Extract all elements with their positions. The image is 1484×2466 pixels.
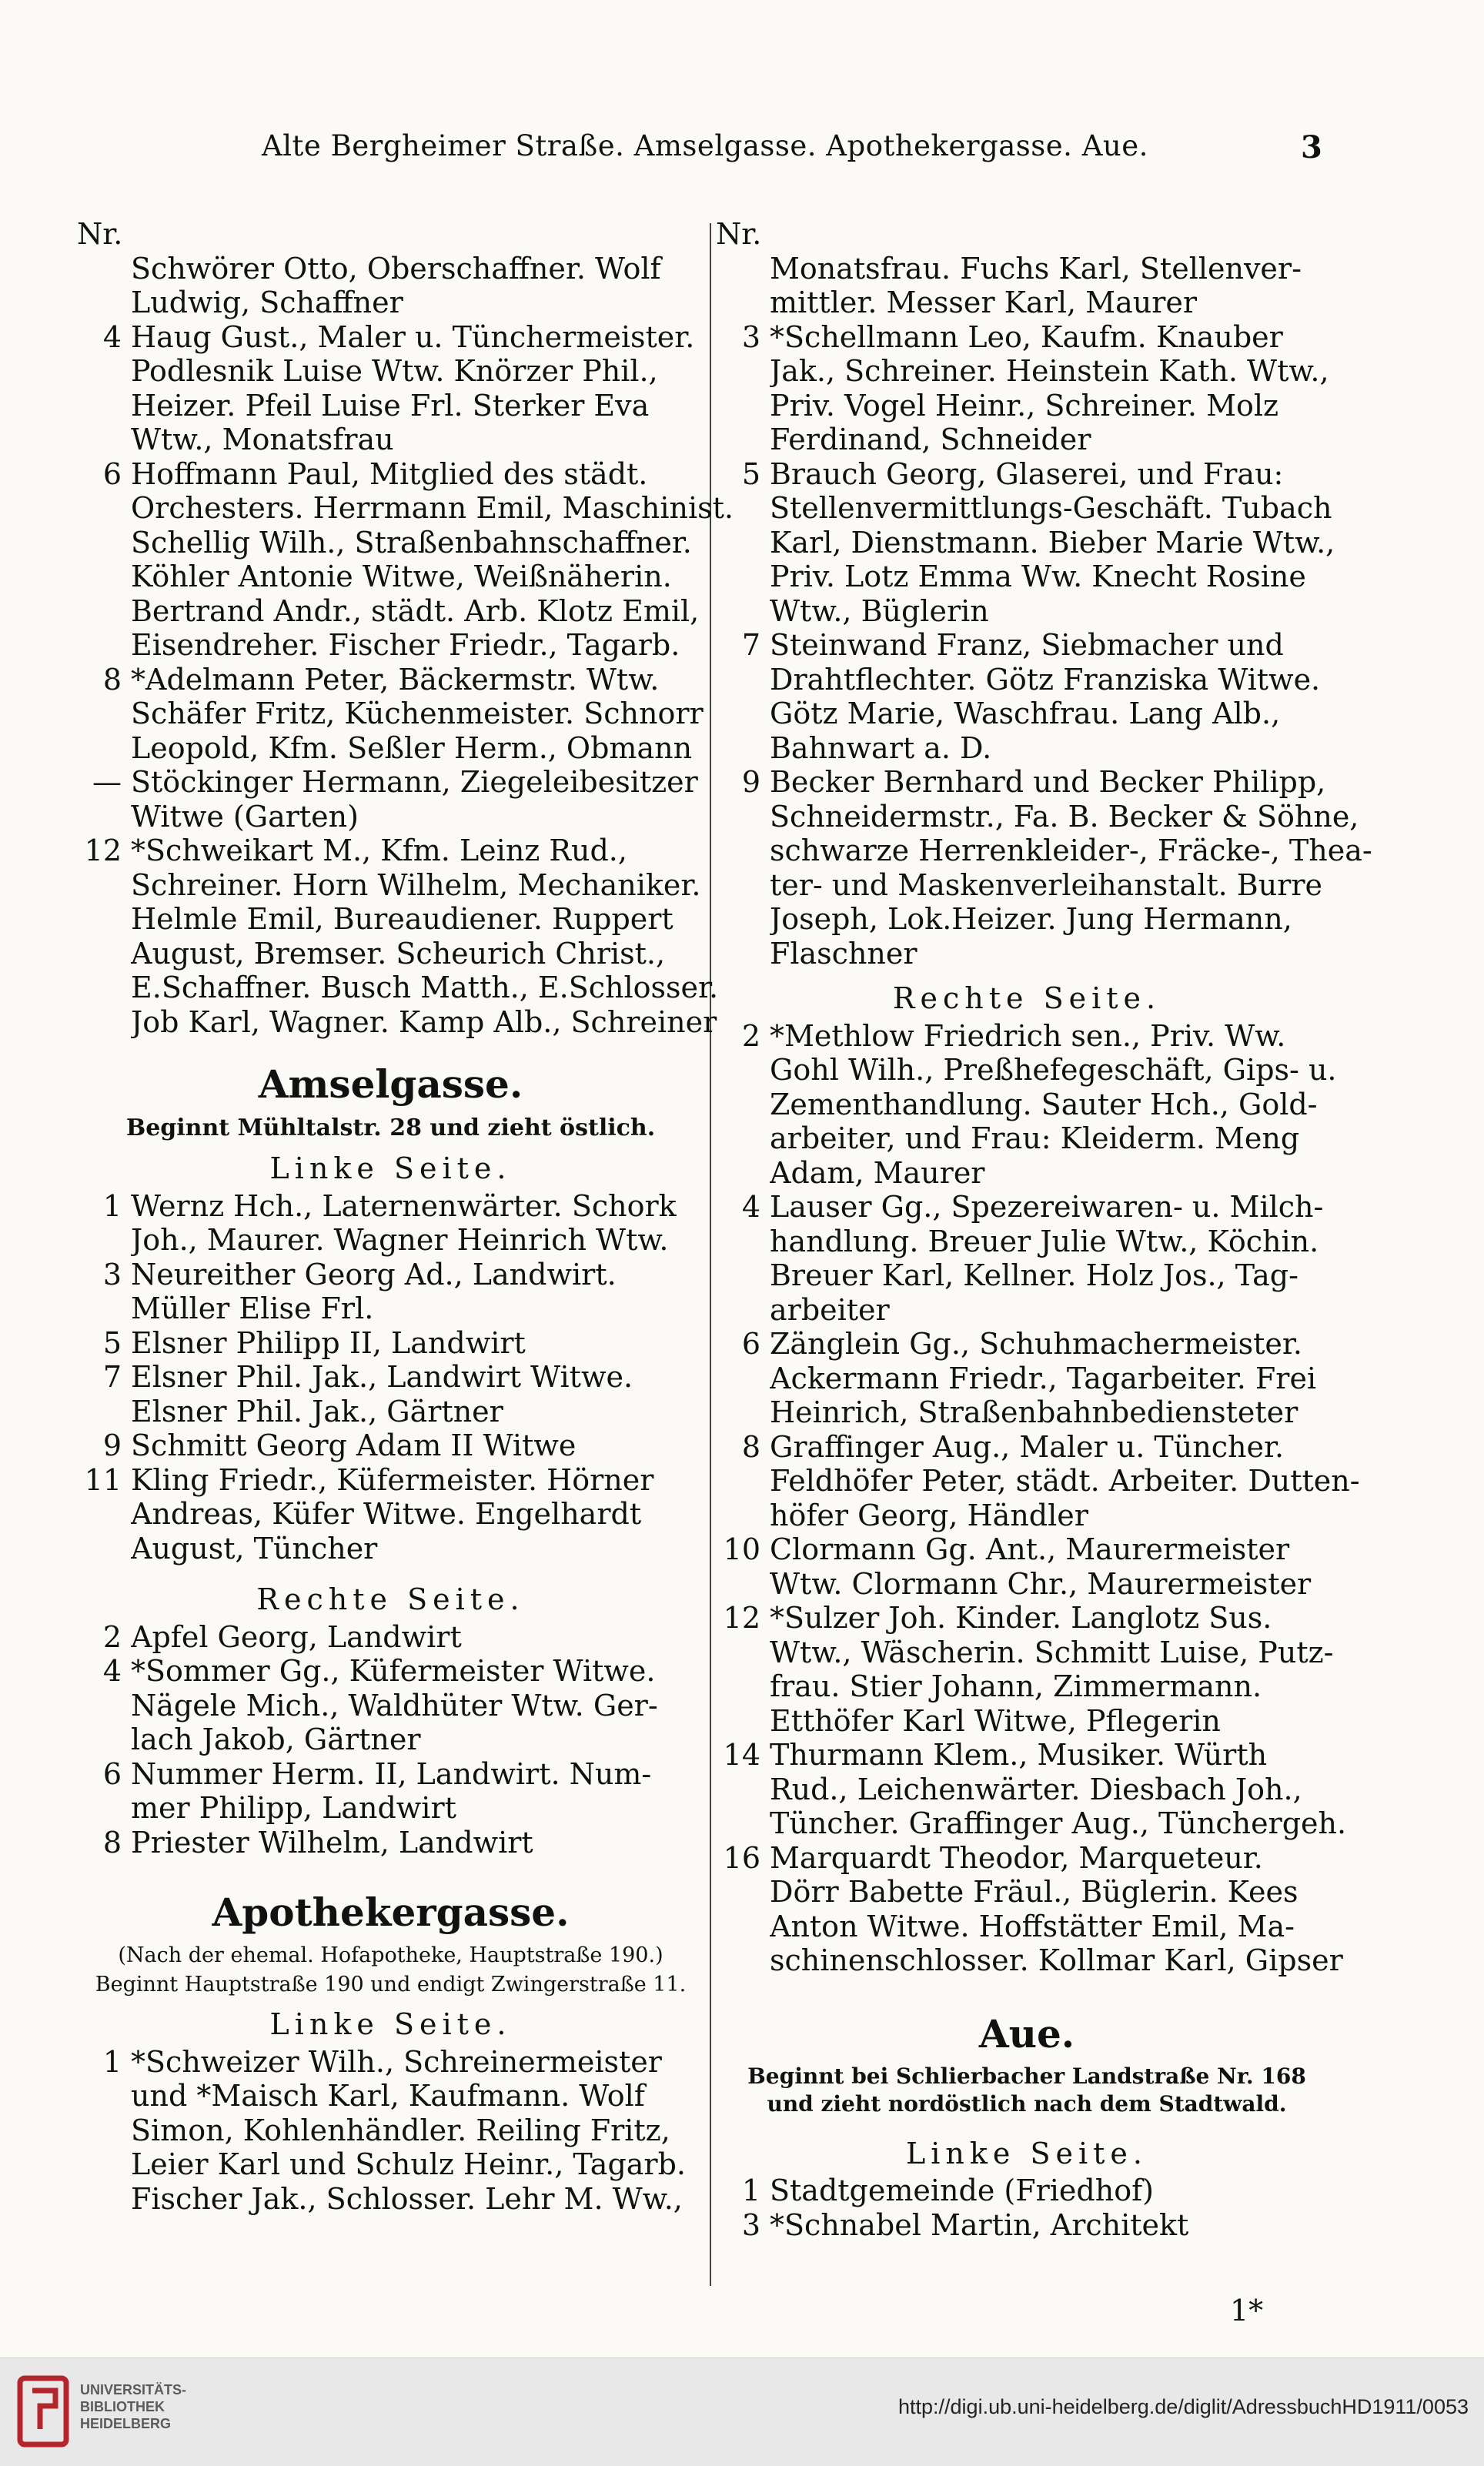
entry-line: Simon, Kohlenhändler. Reiling Fritz,	[131, 2113, 670, 2147]
left-column	[77, 217, 734, 2216]
entry-line: Thurmann Klem., Musiker. Würth	[770, 1738, 1268, 1772]
address-entry	[77, 1189, 704, 1258]
entry-line: Stellenvermittlungs-Geschäft. Tubach	[770, 491, 1332, 525]
entry-line: *Methlow Friedrich sen., Priv. Ww.	[770, 1018, 1286, 1053]
address-entry	[77, 1326, 704, 1361]
house-number: 3	[741, 2207, 760, 2242]
entry-line: Steinwand Franz, Siebmacher und	[770, 628, 1284, 662]
address-entry	[77, 1428, 704, 1463]
entry-line: arbeiter, und Frau: Kleiderm. Meng	[770, 1121, 1300, 1155]
address-entry	[77, 2045, 704, 2217]
address-entry	[77, 456, 734, 663]
entry-line: Dörr Babette Fräul., Büglerin. Kees	[770, 1875, 1298, 1909]
house-number: 4	[102, 319, 122, 354]
entry-line: mer Philipp, Landwirt	[131, 1791, 456, 1825]
entry-line: *Schweizer Wilh., Schreinermeister	[131, 2044, 662, 2079]
entry-line: Wtw., Büglerin	[770, 593, 989, 628]
entry-line: handlung. Breuer Julie Wtw., Köchin.	[770, 1224, 1319, 1258]
entry-line: Lauser Gg., Spezereiwaren- u. Milch-	[770, 1190, 1324, 1224]
entries-block	[716, 1018, 1360, 1978]
section-begins-amselgasse: Beginnt Mühltalstr. 28 und zieht östlich.	[125, 1114, 656, 1141]
address-entry	[77, 1826, 704, 1860]
house-number: 6	[102, 1756, 122, 1791]
address-entry	[716, 1840, 1343, 1978]
entry-line: Zänglein Gg., Schuhmachermeister.	[770, 1327, 1302, 1361]
entry-line: Brauch Georg, Glaserei, und Frau:	[770, 456, 1284, 491]
signature-mark: 1*	[1230, 2294, 1264, 2327]
house-number: 6	[741, 1327, 760, 1361]
entry-line: Wtw., Wäscherin. Schmitt Luise, Putz-	[770, 1635, 1334, 1669]
address-entry	[716, 1190, 1338, 1327]
entry-line: Andreas, Küfer Witwe. Engelhardt	[131, 1497, 642, 1531]
side-heading-links: Linke Seite.	[906, 2136, 1148, 2170]
continuation-block	[716, 252, 1338, 320]
library-line: BIBLIOTHEK	[80, 2399, 165, 2414]
entry-line: *Schnabel Martin, Architekt	[770, 2207, 1189, 2242]
house-number: 3	[741, 319, 760, 354]
entries-block	[716, 2174, 1338, 2242]
entry-line: Müller Elise Frl.	[131, 1291, 374, 1325]
entry-line: Jak., Schreiner. Heinstein Kath. Wtw.,	[770, 354, 1329, 388]
entry-line: Monatsfrau. Fuchs Karl, Stellenver-	[770, 251, 1302, 286]
house-number: 3	[102, 1257, 122, 1291]
library-logo-icon	[17, 2375, 72, 2448]
house-number: 4	[741, 1190, 760, 1224]
entry-line: Schreiner. Horn Wilhelm, Mechaniker.	[131, 867, 701, 902]
entry-line: Priv. Lotz Emma Ww. Knecht Rosine	[770, 560, 1306, 593]
entry-line: Schwörer Otto, Oberschaffner. Wolf	[131, 251, 661, 286]
entry-line: Elsner Philipp II, Landwirt	[131, 1325, 526, 1360]
entry-line: *Schweikart M., Kfm. Leinz Rud.,	[131, 834, 627, 867]
address-entry	[77, 1757, 704, 1826]
entry-line: arbeiter	[770, 1292, 890, 1327]
page-header	[0, 129, 1484, 175]
entry-line: Rud., Leichenwärter. Diesbach Joh.,	[770, 1772, 1302, 1806]
entry-line: Gohl Wilh., Preßhefegeschäft, Gips- u.	[770, 1053, 1337, 1087]
viewer-footer-bar	[0, 2357, 1484, 2466]
entry-line: schinenschlosser. Kollmar Karl, Gipser	[770, 1943, 1343, 1977]
address-entry	[716, 1019, 1338, 1191]
address-entry	[716, 2174, 1338, 2208]
section-begins-aue-1: Beginnt bei Schlierbacher Landstraße Nr. 168	[747, 2063, 1306, 2089]
address-entry	[77, 1463, 704, 1566]
address-entry	[716, 1532, 1338, 1601]
entry-line: *Sommer Gg., Küfermeister Witwe.	[131, 1654, 656, 1688]
entry-line: Becker Bernhard und Becker Philipp,	[770, 765, 1326, 799]
entry-line: höfer Georg, Händler	[770, 1498, 1088, 1532]
entry-line: Job Karl, Wagner. Kamp Alb., Schreiner	[131, 1004, 717, 1039]
entry-line: Bertrand Andr., städt. Arb. Klotz Emil,	[131, 593, 700, 628]
house-number: 2	[741, 1018, 760, 1053]
entry-line: Priester Wilhelm, Landwirt	[131, 1825, 533, 1860]
entry-line: Nägele Mich., Waldhüter Wtw. Ger-	[131, 1688, 658, 1723]
entry-line: Tüncher. Graffinger Aug., Tünchergeh.	[770, 1806, 1347, 1840]
address-entry	[716, 628, 1338, 765]
side-heading-rechts: Rechte Seite.	[256, 1582, 525, 1616]
entries-block	[77, 1189, 704, 1566]
entry-line: Apfel Georg, Landwirt	[131, 1619, 462, 1654]
house-number: 12	[723, 1601, 760, 1635]
page-number: 3	[1301, 129, 1322, 165]
house-number: 10	[723, 1532, 760, 1566]
entry-line: Nummer Herm. II, Landwirt. Num-	[131, 1756, 652, 1791]
side-heading-rechts: Rechte Seite.	[892, 981, 1161, 1015]
house-number: 1	[741, 2174, 760, 2207]
entry-line: *Sulzer Joh. Kinder. Langlotz Sus.	[770, 1601, 1272, 1635]
entry-line: Witwe (Garten)	[131, 799, 359, 834]
entry-line: Heizer. Pfeil Luise Frl. Sterker Eva	[131, 388, 650, 423]
entry-line: Ferdinand, Schneider	[770, 423, 1091, 456]
library-line: UNIVERSITÄTS-	[80, 2382, 187, 2398]
address-entry	[716, 457, 1338, 629]
house-number: —	[92, 765, 122, 799]
entries-block	[716, 319, 1372, 971]
house-number: 11	[84, 1462, 122, 1497]
nr-label: Nr.	[77, 217, 123, 251]
address-entry	[77, 1654, 704, 1757]
address-entry	[77, 320, 704, 457]
address-entry	[716, 1738, 1347, 1841]
entry-line: Götz Marie, Waschfrau. Lang Alb.,	[770, 697, 1281, 730]
entry-line: Joseph, Lok.Heizer. Jung Hermann,	[770, 902, 1292, 936]
entry-line: Breuer Karl, Kellner. Holz Jos., Tag-	[770, 1258, 1298, 1292]
house-number: 8	[102, 662, 122, 697]
house-number: 9	[102, 1428, 122, 1462]
house-number: 7	[102, 1360, 122, 1394]
address-entry	[716, 1327, 1338, 1430]
nr-label: Nr.	[716, 217, 762, 251]
section-note: (Nach der ehemal. Hofapotheke, Hauptstraße 190.)	[118, 1943, 663, 1967]
entry-line: Bahnwart a. D.	[770, 730, 992, 765]
entry-line: Marquardt Theodor, Marqueteur.	[770, 1840, 1263, 1875]
entry-line: Schneidermstr., Fa. B. Becker & Söhne,	[770, 799, 1359, 834]
entry-line: Stöckinger Hermann, Ziegeleibesitzer	[131, 765, 698, 799]
entry-line: Helmle Emil, Bureaudiener. Ruppert	[131, 902, 673, 936]
entry-line: mittler. Messer Karl, Maurer	[770, 286, 1198, 319]
section-heading-aue: Aue.	[978, 2010, 1075, 2057]
entry-line: Köhler Antonie Witwe, Weißnäherin.	[131, 560, 672, 593]
entry-line: Ludwig, Schaffner	[131, 286, 403, 319]
house-number: 5	[102, 1325, 122, 1360]
entry-line: lach Jakob, Gärtner	[131, 1723, 421, 1756]
entry-line: ter- und Maskenverleihanstalt. Burre	[770, 867, 1322, 902]
house-number: 8	[741, 1429, 760, 1464]
address-entry	[716, 1601, 1338, 1738]
entry-line: Hoffmann Paul, Mitglied des städt.	[131, 456, 648, 491]
entry-line: Neureither Georg Ad., Landwirt.	[131, 1257, 617, 1291]
address-entry	[716, 2208, 1338, 2243]
house-number: 12	[84, 834, 122, 867]
entry-line: Schmitt Georg Adam II Witwe	[131, 1428, 577, 1462]
section-begins-aue-2: und zieht nordöstlich nach dem Stadtwald.	[767, 2090, 1287, 2117]
house-number: 5	[741, 456, 760, 491]
entry-line: Elsner Phil. Jak., Gärtner	[131, 1394, 503, 1428]
section-heading-amselgasse: Amselgasse.	[258, 1061, 523, 1107]
entry-line: Adam, Maurer	[770, 1155, 985, 1190]
entry-line: frau. Stier Johann, Zimmermann.	[770, 1669, 1262, 1703]
house-number: 4	[102, 1654, 122, 1688]
address-entry	[716, 1429, 1360, 1533]
entry-line: Clormann Gg. Ant., Maurermeister	[770, 1532, 1290, 1566]
entry-line: Schäfer Fritz, Küchenmeister. Schnorr	[131, 697, 704, 730]
continuation-block	[77, 252, 704, 320]
address-entry	[77, 1360, 704, 1428]
entry-line: Wernz Hch., Laternenwärter. Schork	[131, 1188, 677, 1223]
entry-line: schwarze Herrenkleider-, Fräcke-, Thea-	[770, 834, 1372, 867]
library-line: HEIDELBERG	[80, 2416, 172, 2431]
entry-line: Eisendreher. Fischer Friedr., Tagarb.	[131, 628, 680, 662]
house-number: 1	[102, 1188, 122, 1223]
entry-line: Zementhandlung. Sauter Hch., Gold-	[770, 1087, 1318, 1121]
entry-line: Graffinger Aug., Maler u. Tüncher.	[770, 1429, 1285, 1464]
entry-line: Elsner Phil. Jak., Landwirt Witwe.	[131, 1360, 633, 1394]
entry-line: Fischer Jak., Schlosser. Lehr M. Ww.,	[131, 2181, 683, 2216]
entry-line: Haug Gust., Maler u. Tünchermeister.	[131, 319, 695, 354]
entries-block	[77, 1620, 704, 1860]
house-number: 9	[741, 765, 760, 799]
entry-line: Feldhöfer Peter, städt. Arbeiter. Dutten-	[770, 1464, 1360, 1498]
running-title: Alte Bergheimer Straße. Amselgasse. Apothekergasse. Aue.	[262, 129, 1148, 162]
entry-line: Schellig Wilh., Straßenbahnschaffner.	[131, 525, 692, 560]
entry-line: Kling Friedr., Küfermeister. Hörner	[131, 1462, 654, 1497]
entry-line: Flaschner	[770, 936, 917, 971]
entry-line: Wtw., Monatsfrau	[131, 423, 394, 456]
entry-line: Priv. Vogel Heinr., Schreiner. Molz	[770, 388, 1279, 423]
entry-line: Podlesnik Luise Wtw. Knörzer Phil.,	[131, 354, 658, 388]
entry-line: Orchesters. Herrmann Emil, Maschinist.	[131, 491, 734, 525]
house-number: 8	[102, 1825, 122, 1860]
entry-line: und *Maisch Karl, Kaufmann. Wolf	[131, 2079, 645, 2113]
address-entry	[716, 320, 1338, 457]
entry-line: *Schellmann Leo, Kaufm. Knauber	[770, 319, 1283, 354]
house-number: 6	[102, 456, 122, 491]
house-number: 2	[102, 1619, 122, 1654]
entry-line: Drahtflechter. Götz Franziska Witwe.	[770, 662, 1321, 697]
house-number: 7	[741, 628, 760, 662]
permalink-url[interactable]: http://digi.ub.uni-heidelberg.de/diglit/AdressbuchHD1911/0053	[898, 2395, 1469, 2418]
entry-line: E.Schaffner. Busch Matth., E.Schlosser.	[131, 971, 719, 1004]
entry-line: Leopold, Kfm. Seßler Herm., Obmann	[131, 730, 693, 765]
address-entry	[77, 765, 704, 834]
entries-block	[77, 2045, 704, 2217]
section-heading-apothekergasse: Apothekergasse.	[212, 1890, 570, 1935]
entry-line: Heinrich, Straßenbahnbediensteter	[770, 1395, 1298, 1429]
house-number: 16	[723, 1840, 760, 1875]
library-name	[80, 2381, 186, 2432]
entry-line: Karl, Dienstmann. Bieber Marie Wtw.,	[770, 525, 1335, 560]
entry-line: *Adelmann Peter, Bäckermstr. Wtw.	[131, 662, 660, 697]
entry-line: Wtw. Clormann Chr., Maurermeister	[770, 1566, 1312, 1601]
address-entry	[716, 765, 1372, 971]
entry-line: Ackermann Friedr., Tagarbeiter. Frei	[770, 1361, 1317, 1395]
address-entry	[77, 834, 719, 1039]
address-entry	[77, 1620, 704, 1655]
side-heading-links: Linke Seite.	[269, 2007, 512, 2041]
section-begins-apothekergasse: Beginnt Hauptstraße 190 und endigt Zwingerstraße 11.	[95, 1973, 687, 1997]
entry-line: Stadtgemeinde (Friedhof)	[770, 2174, 1154, 2207]
entry-line: Leier Karl und Schulz Heinr., Tagarb.	[131, 2147, 686, 2181]
address-entry	[77, 663, 704, 766]
entry-line: Etthöfer Karl Witwe, Pflegerin	[770, 1703, 1221, 1738]
entries-block	[77, 319, 734, 1040]
entry-line: Anton Witwe. Hoffstätter Emil, Ma-	[770, 1909, 1295, 1943]
address-entry	[77, 1258, 704, 1326]
house-number: 1	[102, 2044, 122, 2079]
entry-line: August, Bremser. Scheurich Christ.,	[131, 936, 666, 971]
entry-line: August, Tüncher	[131, 1531, 378, 1565]
house-number: 14	[723, 1738, 760, 1772]
side-heading-links: Linke Seite.	[269, 1151, 512, 1185]
entry-line: Joh., Maurer. Wagner Heinrich Wtw.	[131, 1223, 669, 1257]
right-column	[716, 217, 1372, 2242]
